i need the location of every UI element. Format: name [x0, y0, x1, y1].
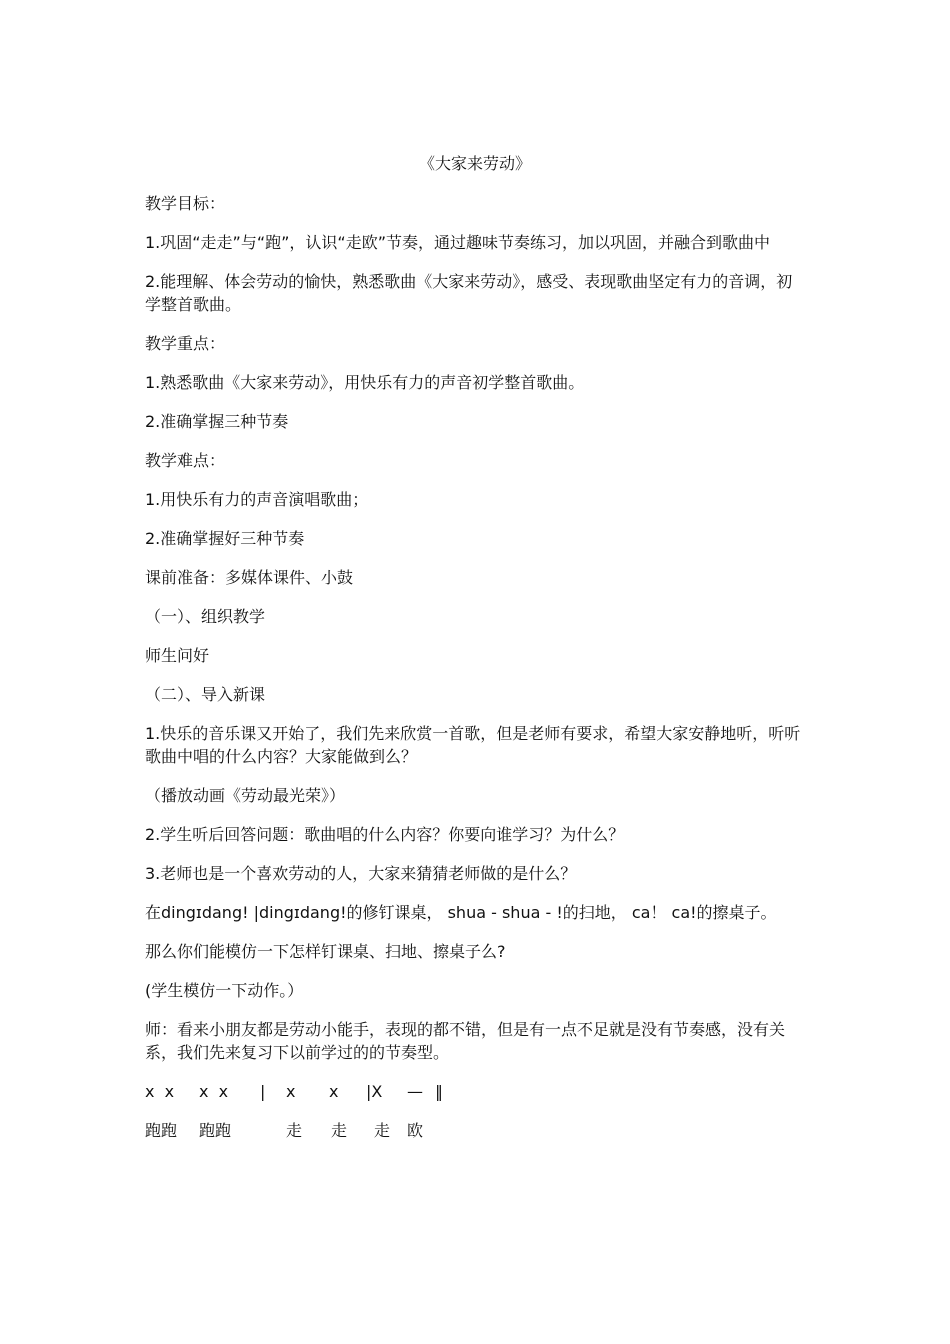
imitation-question: 那么你们能模仿一下怎样钉课桌、扫地、擦桌子么? — [145, 942, 506, 961]
section-heading-objectives: 教学目标： — [145, 194, 226, 213]
difficulty-1: 1.用快乐有力的声音演唱歌曲； — [145, 490, 369, 509]
rhythm-lyric: 欧 — [407, 1121, 424, 1140]
rhythm-note: x — [286, 1082, 296, 1101]
rhythm-lyric: 走 — [331, 1121, 348, 1140]
preparation: 课前准备：多媒体课件、小鼓 — [145, 568, 354, 587]
key-point-1: 1.熟悉歌曲《大家来劳动》，用快乐有力的声音初学整首歌曲。 — [145, 373, 585, 392]
intro-paragraph-3: 3.老师也是一个喜欢劳动的人，大家来猜猜老师做的是什么？ — [145, 864, 577, 883]
rhythm-lyric: 跑跑 — [199, 1121, 232, 1140]
step-2-heading: （二）、导入新课 — [145, 685, 266, 704]
rhythm-note: x x — [199, 1082, 229, 1101]
rhythm-barline: | — [260, 1082, 266, 1101]
rhythm-notation-row — [145, 1080, 805, 1103]
rhythm-end-barline: ‖ — [435, 1082, 443, 1101]
intro-paragraph-2: 2.学生听后回答问题：歌曲唱的什么内容？你要向谁学习？为什么？ — [145, 825, 625, 844]
imitation-note: (学生模仿一下动作。） — [145, 981, 304, 1000]
rhythm-note: |X — [366, 1082, 383, 1101]
rhythm-lyric: 跑跑 — [145, 1121, 178, 1140]
objective-2: 2.能理解、体会劳动的愉快，熟悉歌曲《大家来劳动》，感受、表现歌曲坚定有力的音调，初学整首歌曲。 — [145, 272, 793, 314]
intro-paragraph-1: 1.快乐的音乐课又开始了，我们先来欣赏一首歌，但是老师有要求，希望大家安静地听，听听歌曲中唱的什么内容？大家能做到么？ — [145, 724, 801, 766]
step-1-heading: （一）、组织教学 — [145, 607, 266, 626]
animation-note: （播放动画《劳动最光荣》） — [145, 786, 346, 805]
teacher-remark: 师：看来小朋友都是劳动小能手，表现的都不错，但是有一点不足就是没有节奏感，没有关系，我们先来复习下以前学过的的节奏型。 — [145, 1020, 786, 1062]
key-point-2: 2.准确掌握三种节奏 — [145, 412, 289, 431]
rhythm-note: x x — [145, 1082, 175, 1101]
greeting: 师生问好 — [145, 646, 210, 665]
section-heading-key-points: 教学重点： — [145, 334, 226, 353]
rhythm-dash: — — [407, 1082, 423, 1101]
document-title: 《大家来劳动》 — [418, 154, 531, 173]
rhythm-lyrics-row — [145, 1119, 805, 1142]
section-heading-difficulties: 教学难点： — [145, 451, 226, 470]
rhythm-lyric: 走 — [374, 1121, 391, 1140]
difficulty-2: 2.准确掌握好三种节奏 — [145, 529, 305, 548]
rhythm-lyric: 走 — [286, 1121, 303, 1140]
rhythm-note: x — [329, 1082, 339, 1101]
objective-1: 1.巩固“走走”与“跑”，认识“走欧”节奏，通过趣味节奏练习，加以巩固，并融合到歌曲中 — [145, 233, 771, 252]
document-body — [145, 192, 805, 1158]
sound-description: 在dingɪdang! |dingɪdang!的修钉课桌， shua - shua - !的扫地， ca！ ca!的擦桌子。 — [145, 903, 777, 922]
